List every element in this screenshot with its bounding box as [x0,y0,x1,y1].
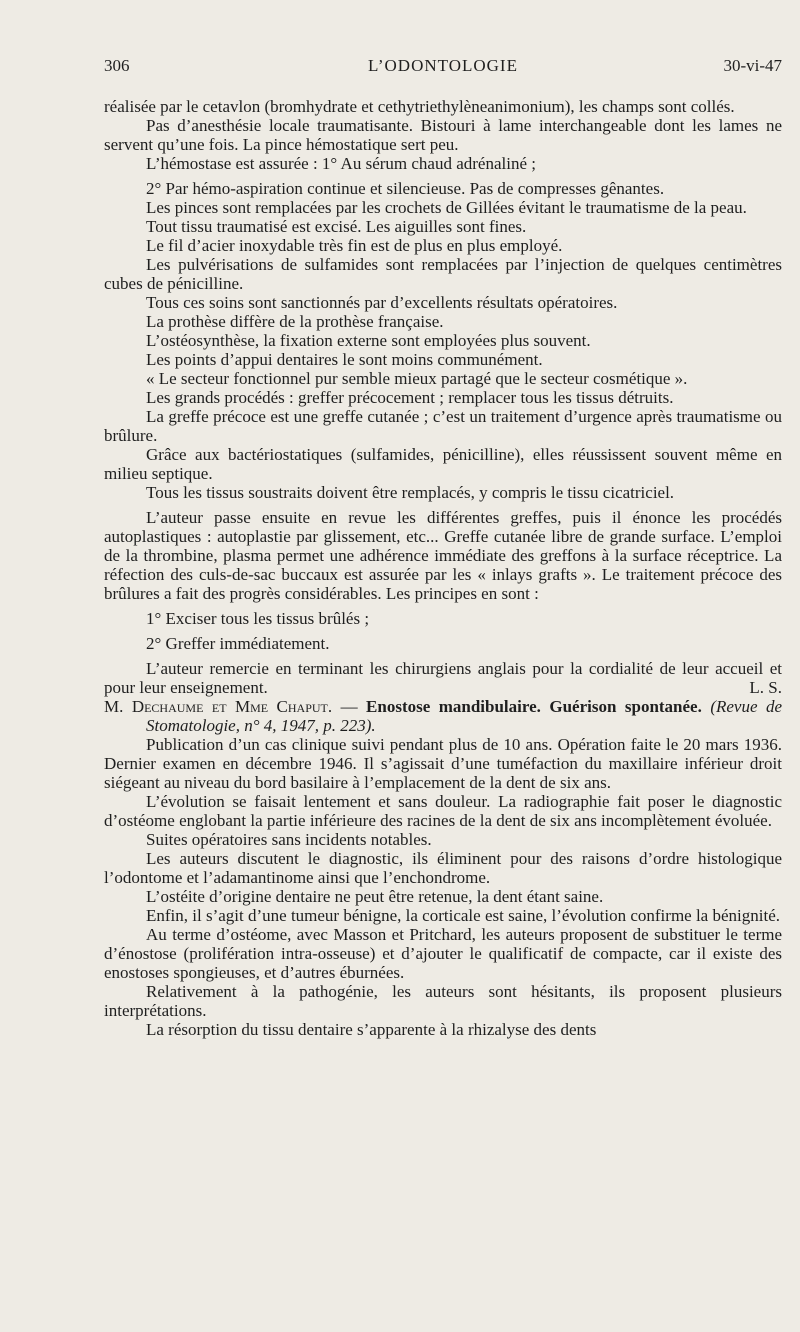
paragraph: L’auteur passe ensuite en revue les différentes greffes, puis il énonce les procédés autoplastiques : autoplastie par glissement, etc... Greffe cutanée libre de grande surface. L’emploi de la thrombine, plasma permet une adhérence immédiate des greffons à la surface réceptrice. La réfection des culs-de-sac buccaux est assurée par les « inlays grafts ». Le traitement précoce des brûlures a fait des progrès considérables. Les principes en sont : [104,508,782,603]
paragraph: Les points d’appui dentaires le sont moins communément. [146,350,543,369]
article-body [104,97,782,1039]
paragraph: La greffe précoce est une greffe cutanée ; c’est un traitement d’urgence après traumatisme ou brûlure. [104,407,782,445]
paragraph: La prothèse diffère de la prothèse française. [146,312,444,331]
paragraph: Tous les tissus soustraits doivent être remplacés, y compris le tissu cicatriciel. [146,483,675,502]
paragraph: Suites opératoires sans incidents notables. [146,830,432,849]
paragraph: Les auteurs discutent le diagnostic, ils éliminent pour des raisons d’ordre histologique l’odontome et l’adamantinome ainsi que l’enchondrome. [104,849,782,887]
paragraph: « Le secteur fonctionnel pur semble mieux partagé que le secteur cosmétique ». [146,369,688,388]
paragraph: Relativement à la pathogénie, les auteurs sont hésitants, ils proposent plusieurs interprétations. [104,982,782,1020]
paragraph: Le fil d’acier inoxydable très fin est de plus en plus employé. [146,236,563,255]
list-item: 2° Greffer immédiatement. [146,634,330,653]
running-header [104,56,782,80]
paragraph: Tout tissu traumatisé est excisé. Les aiguilles sont fines. [146,217,527,236]
paragraph: Les pinces sont remplacées par les crochets de Gillées évitant le traumatisme de la peau. [146,198,747,217]
paragraph: Les grands procédés : greffer précocement ; remplacer tous les tissus détruits. [146,388,674,407]
issue-date: 30-vi-47 [723,56,782,75]
paragraph: L’hémostase est assurée : 1° Au sérum chaud adrénaliné ; [146,154,536,173]
list-item: 1° Exciser tous les tissus brûlés ; [146,609,370,628]
reference-heading [104,697,782,735]
paragraph: Tous ces soins sont sanctionnés par d’excellents résultats opératoires. [146,293,618,312]
paragraph: réalisée par le cetavlon (bromhydrate et cethytriethylèneanimonium), les champs sont collés. [104,97,735,116]
paragraph: Pas d’anesthésie locale traumatisante. Bistouri à lame interchangeable dont les lames ne servent qu’une fois. La pince hémostatique sert peu. [104,116,782,154]
paragraph: Grâce aux bactériostatiques (sulfamides, pénicilline), elles réussissent souvent même en milieu septique. [104,445,782,483]
paragraph [104,659,782,697]
paragraph: Enfin, il s’agit d’une tumeur bénigne, la corticale est saine, l’évolution confirme la bénignité. [146,906,780,925]
paragraph: L’évolution se faisait lentement et sans douleur. La radiographie fait poser le diagnostic d’ostéome englobant la partie inférieure des racines de la dent de six ans incomplètement évoluée. [104,792,782,830]
paragraph: Les pulvérisations de sulfamides sont remplacées par l’injection de quelques centimètres cubes de pénicilline. [104,255,782,293]
paragraph: Publication d’un cas clinique suivi pendant plus de 10 ans. Opération faite le 20 mars 1936. Dernier examen en décembre 1946. Il s’agissait d’une tuméfaction du maxillaire inférieur droit siégeant au niveau du bord basilaire à l’emplacement de la dent de six ans. [104,735,782,792]
page-number: 306 [104,56,130,75]
author-initials: L. S. [749,678,782,697]
paragraph: Au terme d’ostéome, avec Masson et Pritchard, les auteurs proposent de substituer le terme d’énostose (prolifération intra-osseuse) et d’ajouter le qualificatif de compacte, car il existe des enostoses spongieuses, et d’autres éburnées. [104,925,782,982]
paragraph: 2° Par hémo-aspiration continue et silencieuse. Pas de compresses gênantes. [146,179,665,198]
paragraph: La résorption du tissu dentaire s’apparente à la rhizalyse des dents [146,1020,597,1039]
reference-source: (Revue de Stomatologie, n° 4, 1947, p. 223). [146,697,782,735]
paragraph: L’ostéosynthèse, la fixation externe sont employées plus souvent. [146,331,591,350]
closing-text: L’auteur remercie en terminant les chirurgiens anglais pour la cordialité de leur accueil et pour leur enseignement. [104,659,782,697]
journal-title: L’ODONTOLOGIE [368,56,518,75]
paragraph: L’ostéite d’origine dentaire ne peut être retenue, la dent étant saine. [146,887,604,906]
reference-title: Enostose mandibulaire. Guérison spontanée. [366,697,702,716]
reference-authors: M. Dechaume et Mme Chaput. — [104,697,358,716]
